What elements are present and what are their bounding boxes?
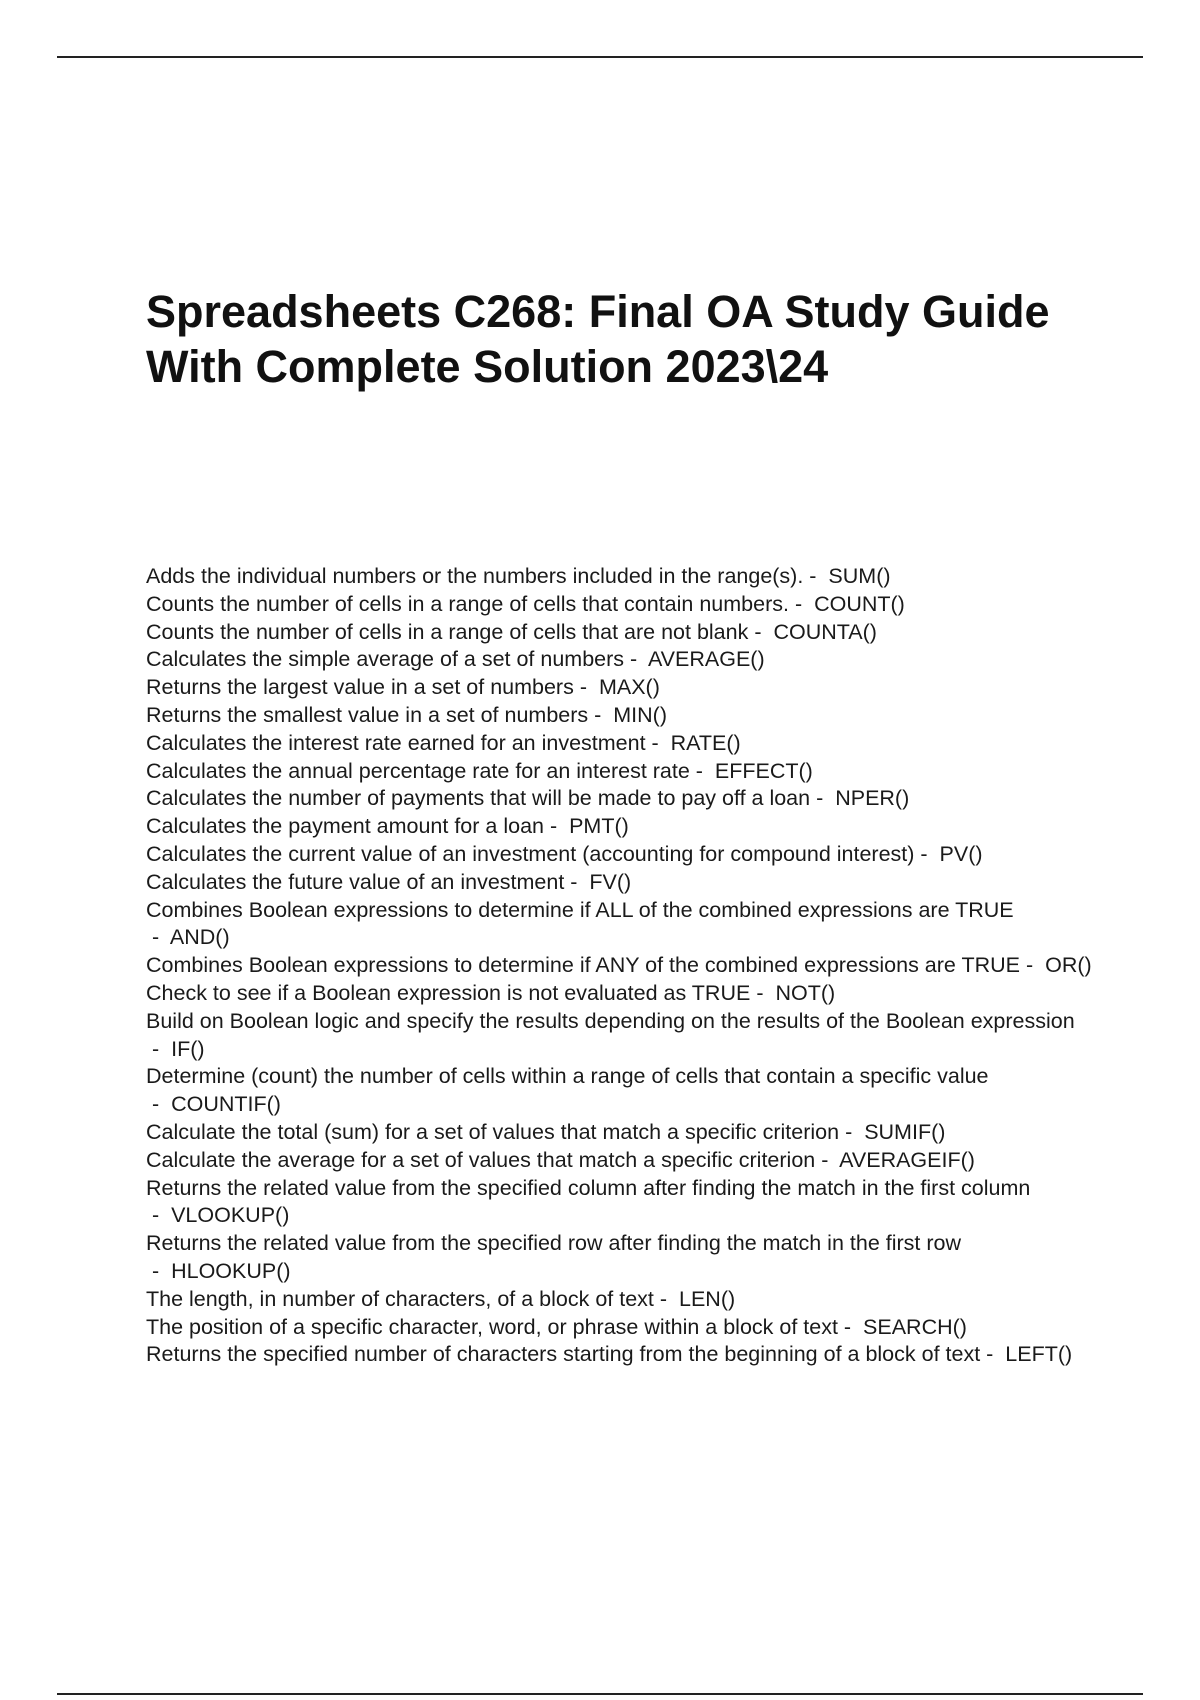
entry-separator: - [914,841,940,866]
entry-separator: - [803,564,829,588]
entry-answer: NOT() [775,980,836,1005]
flashcard-entry [146,1341,1096,1369]
entry-answer: SUMIF() [864,1119,946,1144]
entry-answer: NPER() [835,786,910,811]
entry-description: Calculates the payment amount for a loan [146,814,544,839]
flashcard-list [146,563,1096,1369]
flashcard-entry [146,758,1096,786]
entry-answer: LEN() [679,1286,736,1311]
entry-answer: LEFT() [1005,1342,1073,1367]
flashcard-entry [146,730,1096,758]
entry-separator: - [837,1314,864,1339]
entry-description: Calculates the future value of an investment [146,869,565,894]
entry-separator: - [146,1258,172,1283]
entry-description: Combines Boolean expressions to determine if ALL of the combined expressions are TRUE [146,897,1014,922]
entry-answer: EFFECT() [714,758,813,783]
entry-description: Adds the individual numbers or the numbers included in the range(s). [146,564,804,588]
entry-separator: - [573,675,599,700]
entry-answer: COUNTA() [773,619,877,644]
entry-description: Calculates the simple average of a set of numbers [146,647,625,672]
entry-separator: - [689,758,715,783]
flashcard-entry [146,1314,1096,1342]
entry-description: Calculates the number of payments that will be made to pay off a loan [146,786,811,811]
entry-answer: COUNT() [814,591,905,616]
bottom-divider [57,1693,1143,1695]
entry-answer: IF() [171,1036,205,1061]
flashcard-entry [146,702,1096,730]
flashcard-entry [146,897,1096,953]
entry-answer: MAX() [598,675,660,700]
document-title: Spreadsheets C268: Final OA Study Guide With Complete Solution 2023\24 [146,286,1050,392]
entry-separator: - [564,869,590,894]
entry-answer: SUM() [828,564,891,588]
entry-description: Returns the related value from the specified column after finding the match in the first column [146,1175,1031,1200]
entry-separator: - [624,647,648,672]
entry-description: Calculate the total (sum) for a set of values that match a specific criterion [146,1119,840,1144]
entry-answer: COUNTIF() [171,1092,281,1117]
flashcard-entry [146,1008,1096,1064]
flashcard-entry [146,1119,1096,1147]
entry-answer: SEARCH() [863,1314,967,1339]
entry-answer: AVERAGEIF() [839,1147,975,1172]
entry-description: Calculates the annual percentage rate for an interest rate [146,758,690,783]
entry-separator: - [815,1147,840,1172]
entry-description: Build on Boolean logic and specify the results depending on the results of the Boolean expression [146,1008,1075,1033]
entry-description: The position of a specific character, word, or phrase within a block of text [146,1314,838,1339]
flashcard-entry [146,1230,1096,1286]
flashcard-entry [146,813,1096,841]
entry-separator: - [839,1119,865,1144]
entry-separator: - [788,591,815,616]
entry-description: Combines Boolean expressions to determine if ANY of the combined expressions are TRUE [146,953,1020,978]
entry-separator: - [146,1036,172,1061]
entry-answer: VLOOKUP() [171,1203,290,1228]
entry-description: Calculate the average for a set of values that match a specific criterion [146,1147,816,1172]
entry-answer: HLOOKUP() [171,1258,291,1283]
entry-description: Calculates the current value of an investment (accounting for compound interest) [146,841,915,866]
flashcard-entry [146,1175,1096,1231]
entry-separator: - [645,730,671,755]
entry-separator: - [810,786,836,811]
entry-description: Determine (count) the number of cells within a range of cells that contain a specific value [146,1064,989,1089]
flashcard-entry [146,646,1096,674]
entry-description: Calculates the interest rate earned for an investment [146,730,646,755]
flashcard-entry [146,980,1096,1008]
entry-description: The length, in number of characters, of a block of text [146,1286,654,1311]
flashcard-entry [146,563,1096,591]
entry-separator: - [588,702,614,727]
entry-answer: RATE() [670,730,741,755]
flashcard-entry [146,674,1096,702]
entry-description: Returns the specified number of characters starting from the beginning of a block of text [146,1342,981,1367]
entry-separator: - [146,1203,172,1228]
entry-separator: - [1020,953,1046,978]
flashcard-entry [146,841,1096,869]
entry-description: Check to see if a Boolean expression is not evaluated as TRUE [146,980,751,1005]
flashcard-entry [146,952,1096,980]
entry-separator: - [750,980,776,1005]
entry-answer: OR() [1045,953,1092,978]
entry-separator: - [543,814,570,839]
flashcard-entry [146,1286,1096,1314]
entry-answer: FV() [589,869,632,894]
top-divider [57,56,1143,58]
entry-separator: - [980,1342,1006,1367]
entry-answer: PV() [939,841,983,866]
entry-separator: - [146,1092,172,1117]
entry-description: Counts the number of cells in a range of cells that are not blank [146,619,749,644]
flashcard-entry [146,591,1096,619]
entry-description: Returns the related value from the specified row after finding the match in the first row [146,1231,962,1256]
entry-description: Counts the number of cells in a range of cells that contain numbers. [146,591,789,616]
entry-separator: - [653,1286,679,1311]
entry-answer: AND() [169,925,230,950]
entry-separator: - [748,619,774,644]
entry-answer: PMT() [569,814,629,839]
entry-separator: - [146,925,170,950]
flashcard-entry [146,785,1096,813]
entry-answer: MIN() [613,702,667,727]
entry-answer: AVERAGE() [647,647,765,672]
entry-description: Returns the largest value in a set of numbers [146,675,574,700]
entry-description: Returns the smallest value in a set of numbers [146,702,589,727]
flashcard-entry [146,619,1096,647]
flashcard-entry [146,869,1096,897]
flashcard-entry [146,1147,1096,1175]
flashcard-entry [146,1063,1096,1119]
